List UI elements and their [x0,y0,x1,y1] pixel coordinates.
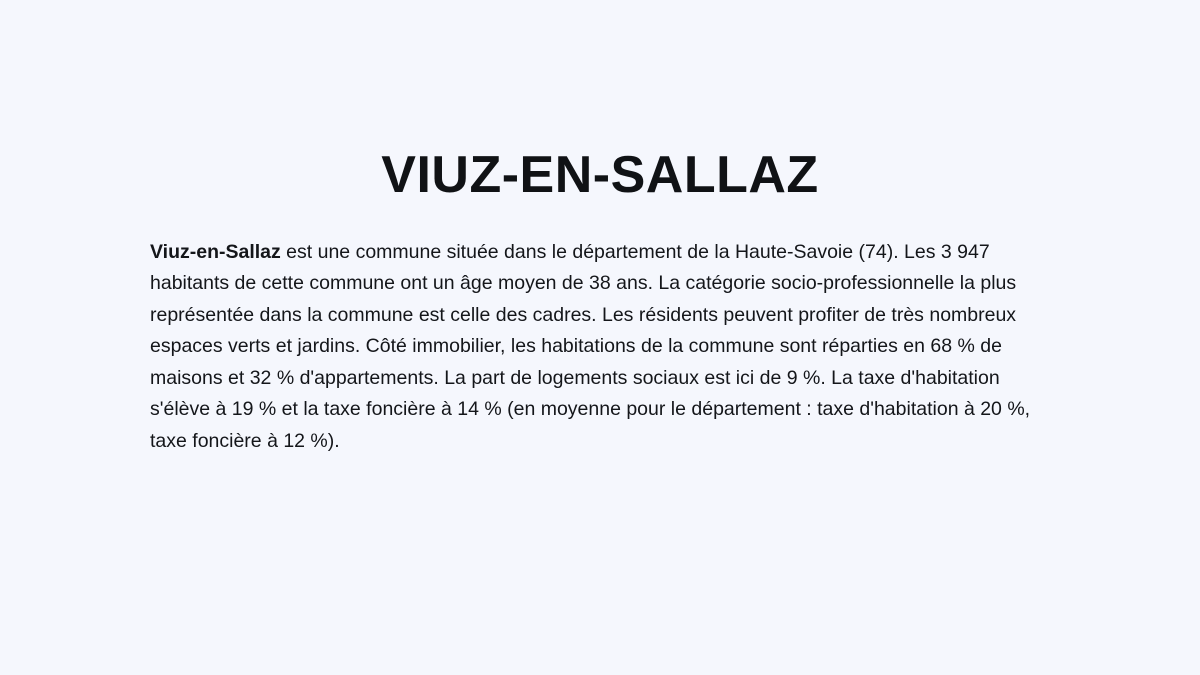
description-paragraph [150,237,1050,458]
page-title: VIUZ-EN-SALLAZ [381,146,819,204]
content-block [150,148,1050,458]
commune-name: Viuz-en-Sallaz [150,240,281,263]
description-text: est une commune située dans le département de la Haute-Savoie (74). Les 3 947 habitants de cette commune ont un âge moyen de 38 ans. La catégorie socio-professionnelle la plus représentée dans la commune est celle des cadres. Les résidents peuvent profiter de très nombreux espaces verts et jardins. Côté immobilier, les habitations de la commune sont réparties en 68 % de maisons et 32 % d'appartements. La part de logements sociaux est ici de 9 %. La taxe d'habitation s'élève à 19 % et la taxe foncière à 14 % (en moyenne pour le département : taxe d'habitation à 20 %, taxe foncière à 12 %). [150,240,1031,453]
